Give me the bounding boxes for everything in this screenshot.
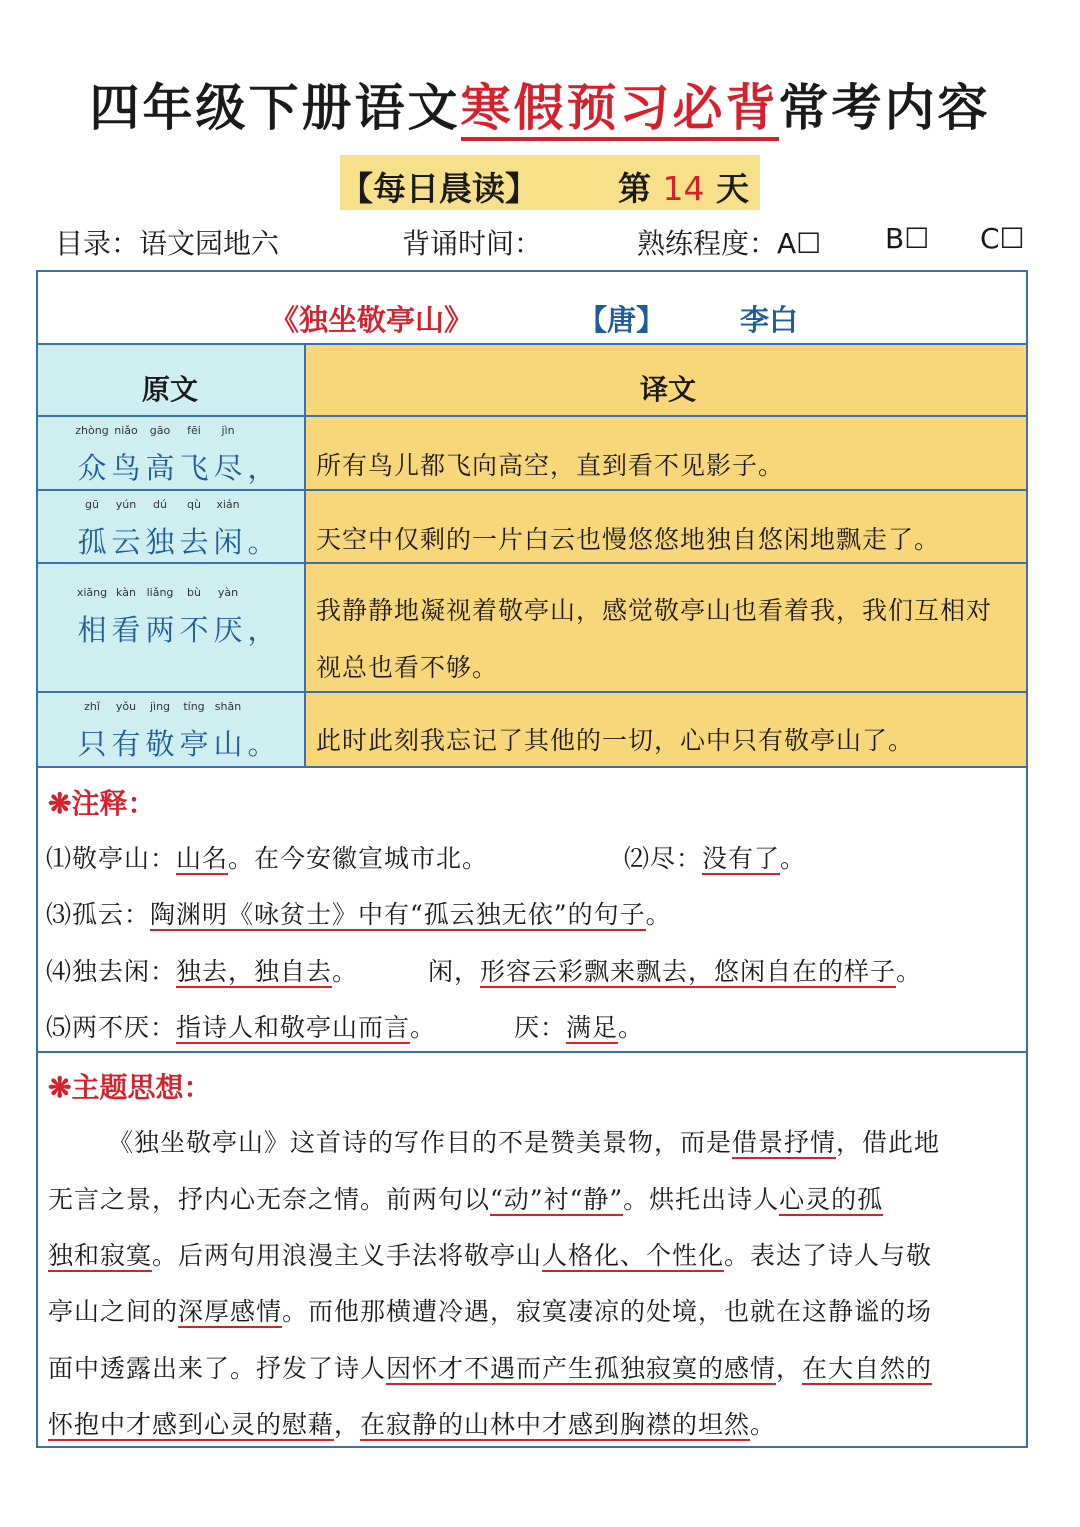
- poem-char: [211, 424, 245, 487]
- theme-line-4: [48, 1292, 1023, 1328]
- theme-text: 无言之景，抒内心无奈之情。前两句以: [48, 1185, 491, 1214]
- note-underlined: 满足: [566, 1013, 619, 1042]
- theme-text: 。而他那横遭冷遇，寂寞凄凉的处境，也就在这静谧的场: [282, 1297, 933, 1326]
- theme-text: 面中透露出来了。抒发了诗人: [48, 1354, 387, 1383]
- theme-underlined: 在大自然的: [802, 1354, 933, 1383]
- pinyin: shān: [214, 700, 242, 713]
- poem-char: [75, 586, 109, 649]
- note-1: [46, 839, 488, 875]
- char: 山: [213, 727, 243, 761]
- char: 众: [77, 451, 107, 485]
- poem-char: [177, 586, 211, 649]
- theme-line-6: [48, 1405, 1023, 1441]
- theme-underlined: 在寂静的山林中才感到胸襟的坦然: [360, 1410, 751, 1439]
- theme-underlined: 因怀才不遇而产生孤独寂寞的感情: [386, 1354, 777, 1383]
- pinyin: jìn: [221, 424, 235, 437]
- day-number: 14: [662, 169, 705, 208]
- pinyin: dú: [153, 498, 167, 511]
- note-label: ⑶孤云：: [46, 900, 151, 929]
- pinyin: xiāng: [76, 586, 108, 599]
- char: 。: [247, 525, 277, 559]
- poem-char: [75, 498, 109, 561]
- poem-char: [177, 498, 211, 561]
- poem-line-4: [75, 700, 279, 763]
- theme-text: ，借此地: [836, 1128, 941, 1157]
- poem-char: [109, 700, 143, 763]
- poem-char: [109, 586, 143, 649]
- note-4: [46, 952, 358, 988]
- title-highlight: 寒假预习必背: [461, 79, 779, 141]
- option-c: C☐: [980, 222, 1025, 255]
- note-label: ⑷独去闲：: [46, 957, 177, 986]
- poem-dynasty: 【唐】: [578, 303, 666, 337]
- translation-line-3a: 我静静地凝视着敬亭山，感觉敬亭山也看着我，我们互相对: [316, 596, 993, 625]
- option-b: B☐: [885, 222, 930, 255]
- note-3: [46, 895, 672, 931]
- note-rest: 。: [410, 1013, 437, 1042]
- poem-char: [245, 608, 279, 649]
- theme-underlined: 心灵的孤: [779, 1185, 884, 1214]
- char: 敬: [145, 727, 175, 761]
- char: 高: [145, 451, 175, 485]
- char: 看: [111, 613, 141, 647]
- char: 有: [111, 727, 141, 761]
- theme-text: 。表达了诗人与敬: [724, 1241, 933, 1270]
- pinyin: gū: [85, 498, 99, 511]
- theme-line-1: [108, 1123, 1080, 1159]
- poem-char: [109, 498, 143, 561]
- poem-char: [211, 700, 245, 763]
- char: 去: [179, 525, 209, 559]
- recite-time-label: 背诵时间：: [402, 227, 543, 260]
- note-rest: 。: [645, 900, 672, 929]
- note-label: ⑴敬亭山：: [46, 844, 177, 873]
- pinyin: kàn: [116, 586, 136, 599]
- theme-line-5: [48, 1349, 1023, 1385]
- poem-char: [143, 700, 177, 763]
- char: 尽: [213, 451, 243, 485]
- proficiency-label: 熟练程度：A☐: [637, 227, 822, 260]
- pinyin: bù: [187, 586, 201, 599]
- note-label: 闲，: [428, 957, 481, 986]
- pinyin: yàn: [217, 586, 239, 599]
- note-underlined: 陶渊明《咏贫士》中有“孤云独无依”的句子: [150, 900, 646, 929]
- translation-line-2: 天空中仅剩的一片白云也慢悠悠地独自悠闲地飘走了。: [316, 525, 941, 554]
- char: 只: [77, 727, 107, 761]
- char: 。: [247, 727, 277, 761]
- daily-banner: [340, 155, 760, 210]
- poem-author: 李白: [740, 303, 799, 337]
- banner-day: [618, 163, 749, 210]
- poem-line-3: [75, 586, 279, 649]
- poem-char: [143, 498, 177, 561]
- col-translation-label: 译文: [640, 373, 697, 406]
- note-underlined: 指诗人和敬亭山而言: [176, 1013, 411, 1042]
- pinyin: zhǐ: [84, 700, 100, 713]
- theme-underlined: 借景抒情: [732, 1128, 837, 1157]
- meta-line: [55, 222, 1035, 262]
- divider: [36, 691, 1028, 693]
- note-5b: [514, 1008, 644, 1044]
- note-underlined: 形容云彩飘来飘去，悠闲自在的样子: [480, 957, 897, 986]
- theme-text: 。: [750, 1410, 777, 1439]
- divider: [36, 766, 1028, 768]
- poem-char: [143, 424, 177, 487]
- pinyin: yǒu: [115, 700, 137, 713]
- divider: [36, 415, 1028, 417]
- theme-underlined: “动”衬“静”: [490, 1185, 624, 1214]
- theme-line-3: [48, 1236, 1023, 1272]
- title-part2: 常考内容: [778, 79, 991, 137]
- translation-line-3b: 视总也看不够。: [316, 653, 499, 682]
- pinyin: liǎng: [146, 586, 174, 599]
- theme-text: 《独坐敬亭山》这首诗的写作目的不是赞美景物，而是: [108, 1128, 733, 1157]
- char: 亭: [179, 727, 209, 761]
- notes-heading: ❋注释：: [48, 787, 156, 820]
- char: 独: [145, 525, 175, 559]
- pinyin: niǎo: [114, 424, 138, 437]
- divider: [36, 1051, 1028, 1053]
- note-rest: 。: [618, 1013, 645, 1042]
- toc-label: 目录：语文园地六: [55, 227, 280, 260]
- theme-text: ，: [776, 1354, 803, 1383]
- pinyin: jìng: [149, 700, 171, 713]
- poem-char: [245, 446, 279, 487]
- theme-text: 亭山之间的: [48, 1297, 179, 1326]
- poem-char: [211, 586, 245, 649]
- poem-char: [211, 498, 245, 561]
- char: 相: [77, 613, 107, 647]
- char: 不: [179, 613, 209, 647]
- poem-title: 《独坐敬亭山》: [270, 303, 474, 337]
- poem-line-1: [75, 424, 279, 487]
- char: 闲: [213, 525, 243, 559]
- note-underlined: 山名: [176, 844, 229, 873]
- note-rest: 。: [332, 957, 359, 986]
- char: 鸟: [111, 451, 141, 485]
- poem-char: [245, 722, 279, 763]
- theme-line-2: [48, 1180, 1023, 1216]
- char: 飞: [179, 451, 209, 485]
- note-label: 厌：: [514, 1013, 567, 1042]
- theme-underlined: 独和寂寞: [48, 1241, 153, 1270]
- poem-char: [177, 700, 211, 763]
- note-label: ⑸两不厌：: [46, 1013, 177, 1042]
- note-underlined: 没有了: [702, 844, 781, 873]
- translation-line-1: 所有鸟儿都飞向高空，直到看不见影子。: [316, 451, 785, 480]
- pinyin: qù: [187, 498, 201, 511]
- note-label: ⑵尽：: [624, 844, 703, 873]
- banner-label: 【每日晨读】: [340, 169, 538, 208]
- char: 两: [145, 613, 175, 647]
- note-rest: 。: [780, 844, 807, 873]
- pinyin: fēi: [187, 424, 201, 437]
- pinyin: xián: [216, 498, 240, 511]
- note-rest: 。在今安徽宣城市北。: [228, 844, 489, 873]
- poem-char: [75, 424, 109, 487]
- note-rest: 。: [896, 957, 923, 986]
- poem-char: [75, 700, 109, 763]
- day-prefix: 第: [618, 169, 651, 208]
- page-title: [0, 68, 1080, 140]
- theme-text: 。后两句用浪漫主义手法将敬亭山: [152, 1241, 543, 1270]
- note-2: [624, 839, 806, 875]
- col-original-label: 原文: [142, 373, 199, 406]
- char: 厌: [213, 613, 243, 647]
- column-divider: [304, 343, 306, 768]
- pinyin: gāo: [149, 424, 171, 437]
- poem-char: [177, 424, 211, 487]
- theme-underlined: 怀抱中才感到心灵的慰藉: [48, 1410, 335, 1439]
- poem-char: [143, 586, 177, 649]
- pinyin: tíng: [183, 700, 205, 713]
- theme-text: ，: [334, 1410, 361, 1439]
- title-part1: 四年级下册语文: [89, 79, 461, 137]
- theme-text: 。烘托出诗人: [623, 1185, 780, 1214]
- note-4b: [428, 952, 922, 988]
- poem-char: [245, 520, 279, 561]
- poem-char: [109, 424, 143, 487]
- theme-underlined: 深厚感情: [178, 1297, 283, 1326]
- char: ，: [247, 613, 277, 647]
- translation-line-4: 此时此刻我忘记了其他的一切，心中只有敬亭山了。: [316, 726, 915, 755]
- pinyin: yún: [115, 498, 137, 511]
- theme-underlined: 人格化、个性化: [542, 1241, 725, 1270]
- divider: [36, 562, 1028, 564]
- pinyin: zhòng: [75, 424, 109, 437]
- char: ，: [247, 451, 277, 485]
- theme-heading: ❋主题思想：: [48, 1071, 212, 1104]
- char: 孤: [77, 525, 107, 559]
- note-5: [46, 1008, 436, 1044]
- note-underlined: 独去，独自去: [176, 957, 333, 986]
- poem-line-2: [75, 498, 279, 561]
- char: 云: [111, 525, 141, 559]
- divider: [36, 489, 1028, 491]
- day-suffix: 天: [716, 169, 749, 208]
